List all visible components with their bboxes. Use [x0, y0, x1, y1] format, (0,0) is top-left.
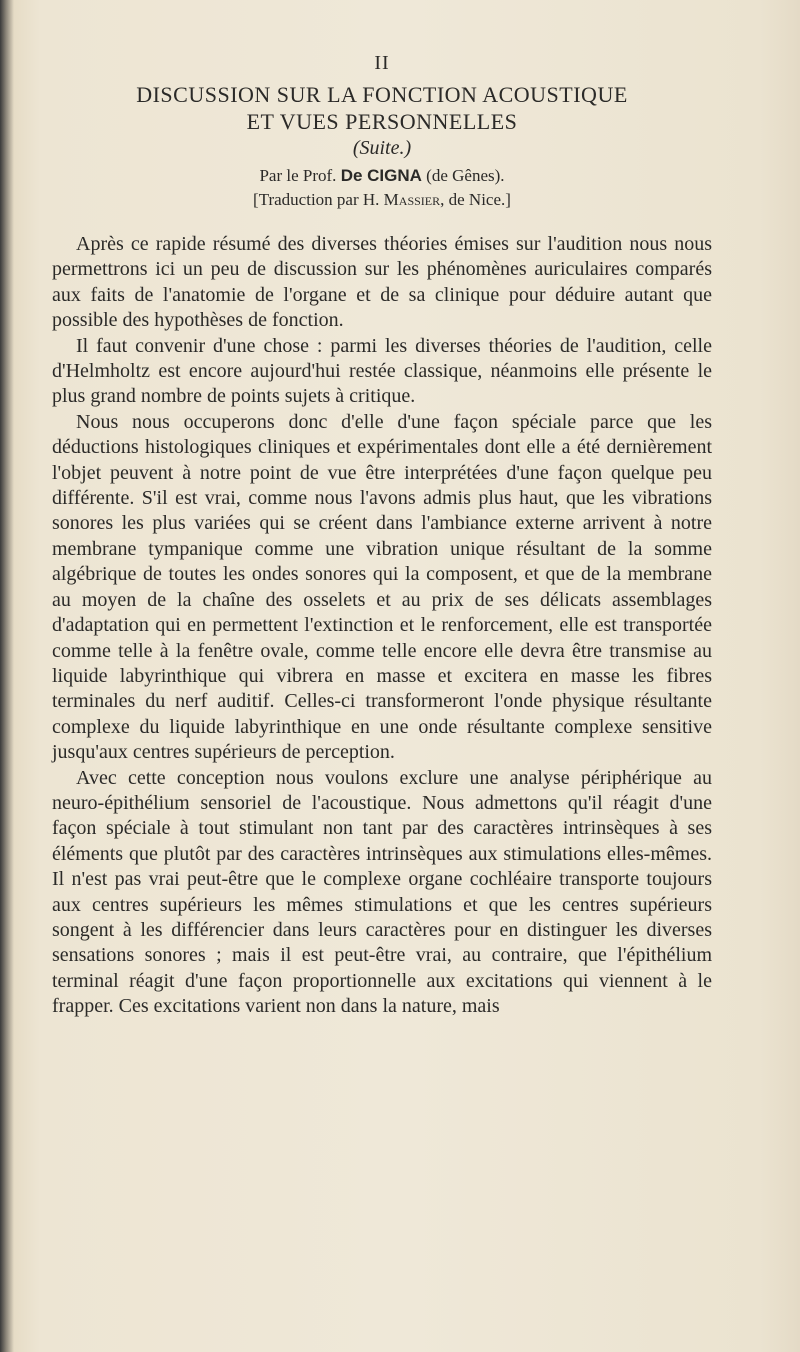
- translation-prefix: [Traduction par H.: [253, 190, 380, 209]
- page-content: [52, 52, 712, 1020]
- section-number: II: [374, 52, 390, 74]
- author-name: De CIGNA: [340, 166, 422, 185]
- translation-suffix: , de Nice.]: [440, 190, 511, 209]
- paragraph: Après ce rapide résumé des diverses théories émises sur l'audition nous nous permettrons ici un peu de discussion sur les phénomènes auriculaires comparés aux faits de l'anatomie de l'organe et de sa clinique pour déduire autant que possible des hypothèses de fonction.: [52, 233, 712, 332]
- author-prefix: Par le Prof.: [259, 166, 337, 185]
- paragraph: Avec cette conception nous voulons exclure une analyse périphérique au neuro-épithélium sensoriel de l'acoustique. Nous admettons qu'il réagit d'une façon spéciale à tout stimulant non tant par des caractères intrinsèques à ses éléments que plutôt par des caractères intrinsèques aux stimulations elles-mêmes. Il n'est pas vrai peut-être que le complexe organe cochléaire transporte toujours aux centres supérieurs les mêmes stimulations et que les centres supérieurs songent à les différencier dans leurs caractères pour en distinguer les diverses sensations sonores ; mais il est peut-être vrai, au contraire, que l'épithélium terminal réagit d'une façon proportionnelle aux excitations qui viennent à le frapper. Ces excitations varient non dans la nature, mais: [52, 766, 712, 1018]
- author-suffix: (de Gênes).: [426, 166, 505, 185]
- paragraph: Il faut convenir d'une chose : parmi les diverses théories de l'audition, celle d'Helmholtz est encore aujourd'hui restée classique, néanmoins elle présente le plus grand nombre de points sujets à critique.: [52, 334, 712, 408]
- author-line: [52, 164, 712, 188]
- paragraph: Nous nous occuperons donc d'elle d'une façon spéciale parce que les déductions histologiques cliniques et expérimentales dont elle a été dernièrement l'objet peuvent à notre point de vue être interprétées d'une façon quelque peu différente. S'il est vrai, comme nous l'avons admis plus haut, que les vibrations sonores les plus variées qui se créent dans l'ambiance externe arrivent à notre membrane tympanique comme une vibration unique résultant de la somme algébrique de toutes les ondes sonores qui la composent, et que de la membrane au moyen de la chaîne des osselets et au prix de ses délicats assemblages d'adaptation qui en permettent l'extinction et le renforcement, elle est transportée comme telle à la fenêtre ovale, comme telle encore elle devra être transmise au liquide labyrinthique qui vibrera en masse et excitera en masse les fibres terminales du nerf auditif. Celles-ci transformeront l'onde physique résultante complexe du liquide labyrinthique en une onde résultante complexe sensitive jusqu'aux centres supérieurs de perception.: [52, 410, 712, 764]
- article-title-line1: DISCUSSION SUR LA FONCTION ACOUSTIQUE: [136, 82, 628, 107]
- translation-line: [52, 188, 712, 212]
- translator-name: Massier: [383, 190, 441, 209]
- article-title-line2: ET VUES PERSONNELLES: [246, 109, 518, 134]
- suite-label: (Suite.): [352, 137, 412, 159]
- article-body: [52, 232, 712, 1020]
